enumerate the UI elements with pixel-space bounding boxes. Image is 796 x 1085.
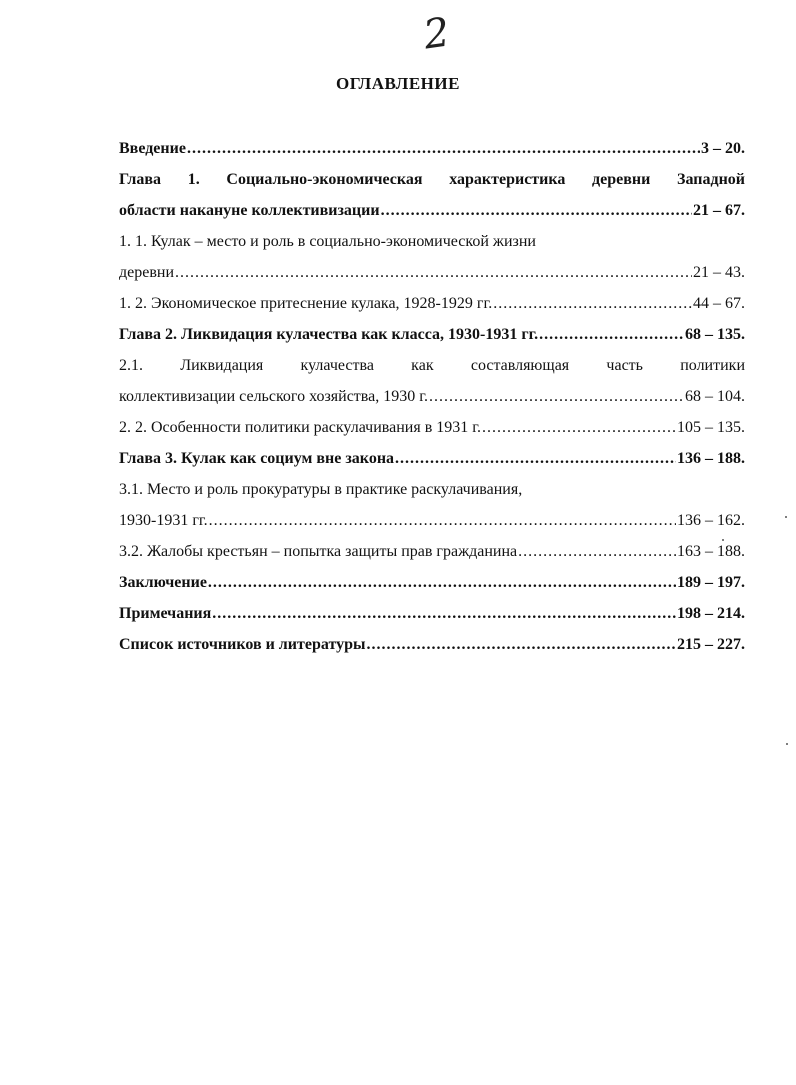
dot-leader [381,195,692,226]
dot-leader [395,443,676,474]
toc-entry-section-1-1-line-2 [119,257,745,288]
toc-entry-chapter-1-line-2 [119,195,745,226]
toc-entry-pages: 44 – 67. [693,295,745,312]
toc-entry-section-1-2 [119,288,745,319]
toc-entry-label: Список источников и литературы [119,636,366,653]
toc-entry-pages: 68 – 104. [685,388,745,405]
toc-entry-label: Заключение [119,574,207,591]
table-of-contents [119,133,745,660]
toc-entry-label: деревни [119,264,175,281]
toc-entry-sources [119,629,745,660]
dot-leader [209,505,676,536]
toc-entry-pages: 189 – 197. [677,574,745,591]
toc-entry-section-2-2 [119,412,745,443]
toc-entry-section-2-1-line-1: 2.1. Ликвидация кулачества как составляющая часть политики [119,357,745,374]
dot-leader [212,598,676,629]
toc-entry-conclusion [119,567,745,598]
toc-entry-pages: 198 – 214. [677,605,745,622]
dot-leader [429,381,684,412]
dot-leader [482,412,676,443]
dot-leader [366,629,676,660]
toc-entry-notes [119,598,745,629]
toc-entry-label: Глава 2. Ликвидация кулачества как класса, 1930-1931 гг. [119,326,539,343]
scan-speck [785,516,787,518]
toc-entry-section-3-1-line-2 [119,505,745,536]
toc-entry-pages: 21 – 43. [693,264,745,281]
toc-entry-label: 2. 2. Особенности политики раскулачивания в 1931 г. [119,419,481,436]
toc-entry-section-1-1-line-1: 1. 1. Кулак – место и роль в социально-экономической жизни [119,233,536,250]
toc-entry-label: 3.2. Жалобы крестьян – попытка защиты прав гражданина [119,543,518,560]
toc-entry-label: коллективизации сельского хозяйства, 1930 г. [119,388,428,405]
toc-entry-pages: 136 – 162. [677,512,745,529]
dot-leader [493,288,692,319]
toc-entry-label: 1930-1931 гг. [119,512,208,529]
dot-leader [539,319,684,350]
handwritten-page-number: 2 [420,9,453,59]
toc-entry-chapter-3 [119,443,745,474]
toc-entry-pages: 136 – 188. [677,450,745,467]
scan-speck [722,539,724,541]
toc-entry-chapter-1-line-1: Глава 1. Социально-экономическая характеристика деревни Западной [119,171,745,188]
toc-entry-pages: 215 – 227. [677,636,745,653]
dot-leader [175,257,692,288]
toc-entry-intro [119,133,745,164]
toc-entry-section-2-1-line-2 [119,381,745,412]
toc-entry-pages: 3 – 20. [701,140,745,157]
toc-entry-section-3-2 [119,536,745,567]
toc-entry-pages: 105 – 135. [677,419,745,436]
dot-leader [208,567,676,598]
toc-entry-label: 1. 2. Экономическое притеснение кулака, 1928-1929 гг. [119,295,493,312]
dot-leader [518,536,676,567]
toc-entry-label: области накануне коллективизации [119,202,380,219]
scan-speck [786,743,788,745]
toc-entry-pages: 68 – 135. [685,326,745,343]
toc-entry-pages: 163 – 188. [677,543,745,560]
toc-entry-chapter-2 [119,319,745,350]
toc-entry-label: Глава 3. Кулак как социум вне закона [119,450,395,467]
toc-entry-pages: 21 – 67. [693,202,745,219]
dot-leader [187,133,700,164]
page-title: ОГЛАВЛЕНИЕ [336,74,460,93]
toc-entry-label: Введение [119,140,186,157]
toc-entry-section-3-1-line-1: 3.1. Место и роль прокуратуры в практике раскулачивания, [119,481,523,498]
toc-entry-label: Примечания [119,605,212,622]
